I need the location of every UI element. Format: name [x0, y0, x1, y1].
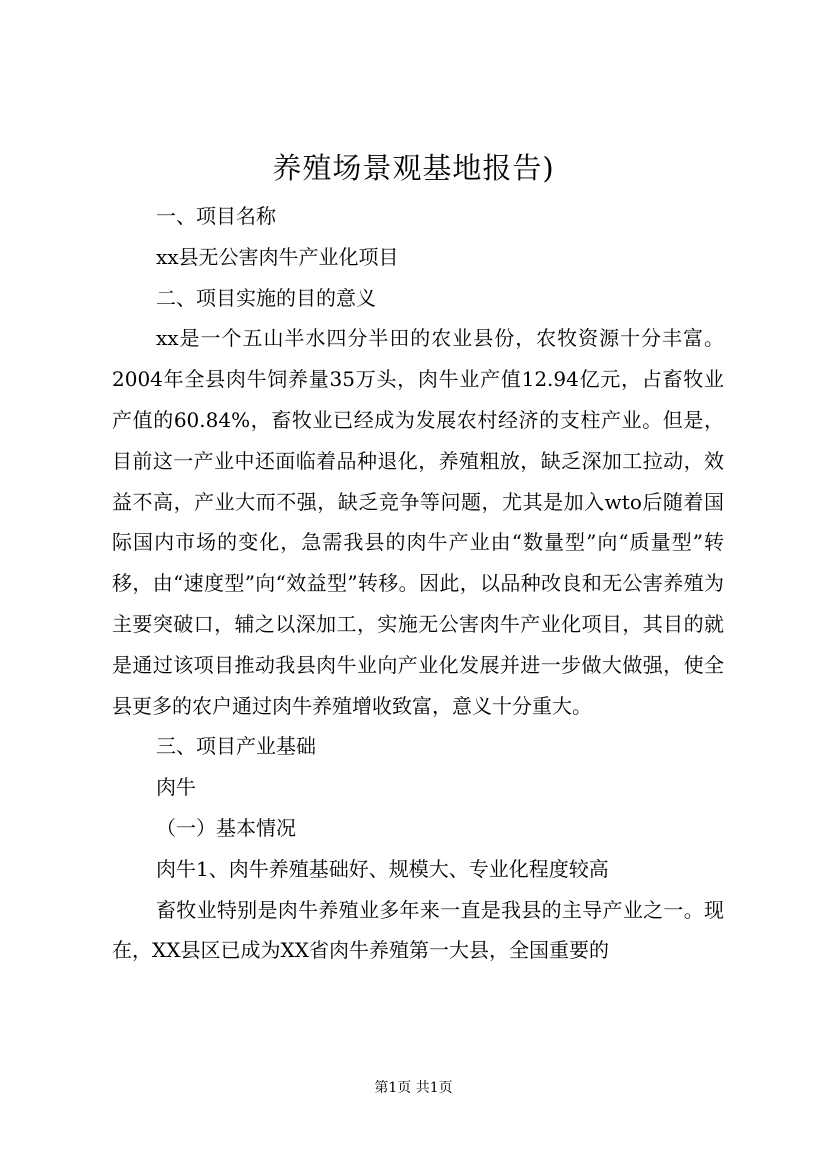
section-heading-industry-basis: 三、项目产业基础: [156, 734, 316, 759]
page-number-footer: 第1页 共1页: [374, 1080, 453, 1096]
subsection-heading-basic-situation: （一）基本情况: [156, 815, 296, 840]
document-body: [112, 196, 724, 971]
breeding-basis-paragraph: 畜牧业特别是肉牛养殖业多年来一直是我县的主导产业之一。现在，XX县区已成为XX省肉牛养殖第一大县，全国重要的: [112, 897, 724, 963]
section-heading-project-name: 一、项目名称: [156, 204, 276, 228]
subsection-label-beef-cattle: 肉牛: [156, 775, 196, 800]
document-title: 养殖场景观基地报告): [272, 151, 555, 185]
point-heading-breeding-basis: 肉牛1、肉牛养殖基础好、规模大、专业化程度较高: [156, 856, 609, 881]
section-heading-purpose: 二、项目实施的目的意义: [156, 285, 376, 310]
purpose-paragraph: xx是一个五山半水四分半田的农业县份，农牧资源十分丰富。2004年全县肉牛饲养量35万头，肉牛业产值12.94亿元，占畜牧业产值的60.84%，畜牧业已经成为发展农村经济的支柱产业。但是，目前这一产业中还面临着品种退化，养殖粗放，缺乏深加工拉动，效益不高，产业大而不强，缺乏竞争等问题，尤其是加入wto后随着国际国内市场的变化，急需我县的肉牛产业由“数量型”向“质量型”转移，由“速度型”向“效益型”转移。因此，以品种改良和无公害养殖为主要突破口，辅之以深加工，实施无公害肉牛产业化项目，其目的就是通过该项目推动我县肉牛业向产业化发展并进一步做大做强，使全县更多的农户通过肉牛养殖增收致富，意义十分重大。: [112, 326, 724, 718]
project-name-text: xx县无公害肉牛产业化项目: [156, 244, 399, 269]
